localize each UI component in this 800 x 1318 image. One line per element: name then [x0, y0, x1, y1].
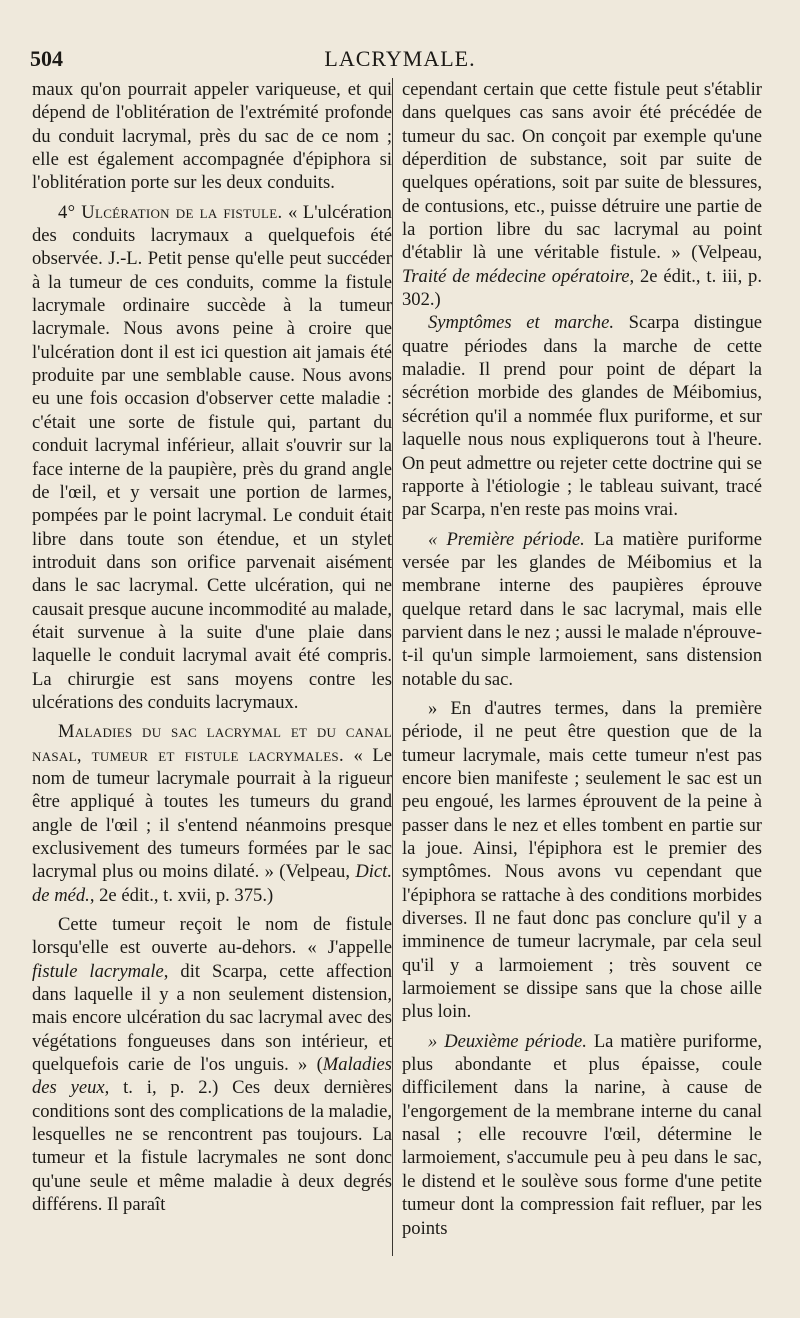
section-heading: « Première période. [428, 528, 585, 550]
left-column [32, 78, 392, 1217]
right-column [402, 78, 762, 1240]
paragraph: 4° Ulcération de la fistule. « L'ulcération des conduits lacrymaux a quelquefois été observée. J.-L. Petit pense qu'elle peut succéder à la tumeur de ces conduits, comme la fistule lacrymale ordinaire succède à la tumeur lacrymale. Nous avons peine à croire que l'ulcération dont il est ici question ait jamais été produite par une semblable cause. Nous avons eu une fois occasion d'observer cette maladie : c'était une sorte de fistule qui, partant du conduit lacrymal inférieur, allait s'ouvrir sur la face interne de la paupière, près du grand angle de l'œil, et y versait une portion de larmes, pompées par le point lacrymal. Le conduit était libre dans toute son étendue, et un stylet introduit dans son orifice parvenait aisément dans le sac lacrymal. Cette ulcération, qui ne causait presque aucune incommodité au malade, était survenue à la suite d'une plaie dans laquelle le conduit lacrymal avait été compris. La chirurgie est sans moyens contre les ulcérations des conduits lacrymaux. [32, 201, 392, 713]
term: fistule lacrymale [32, 960, 164, 982]
column-divider [392, 78, 393, 1256]
reference: Maladies des yeux [32, 1054, 392, 1099]
reference: Dict. de méd. [32, 861, 392, 906]
paragraph: cependant certain que cette fistule peut s'établir dans quelques cas sans avoir été précédée de tumeur du sac. On conçoit par exemple qu'une déperdition de substance, soit par suite de quelques opérations, soit par suite de blessures, de contusions, etc., puisse détruire une partie de la portion libre du sac lacrymal au point d'établir là une véritable fistule. » (Velpeau, Traité de médecine opératoire, 2e édit., t. iii, p. 302.) [402, 79, 762, 311]
running-title: LACRYMALE. [324, 46, 476, 71]
reference: Traité de médecine opératoire [402, 265, 630, 287]
section-heading: » Deuxième période. [428, 1030, 587, 1052]
paragraph: « Première période. La matière puriforme versée par les glandes de Méibomius et la membrane interne des paupières éprouve quelque retard dans le sac lacrymal, mais elle parvient dans le nez ; aussi le malade n'éprouve-t-il qu'un simple larmoiement, sans distension notable du sac. [402, 528, 762, 690]
page-number: 504 [30, 46, 63, 71]
paragraph: » Deuxième période. La matière puriforme, plus abondante et plus épaisse, coule difficilement dans la narine, à cause de l'engorgement de la membrane interne du canal nasal ; elle recouvre l'œil, détermine le larmoiement, s'accumule peu à peu dans le sac, le distend et le soulève sous forme d'une petite tumeur dont la compression fait refluer, par les points [402, 1030, 763, 1239]
paragraph: maux qu'on pourrait appeler variqueuse, et qui dépend de l'oblitération de l'extrémité profonde du conduit lacrymal, près du sac de ce nom ; elle est également accompagnée d'épiphora si l'oblitération porte sur les deux conduits. [32, 79, 392, 194]
paragraph: Cette tumeur reçoit le nom de fistule lorsqu'elle est ouverte au-dehors. « J'appelle fistule lacrymale, dit Scarpa, cette affection dans laquelle il y a non seulement distension, mais encore ulcération du sac lacrymal avec des végétations fongueuses dans son intérieur, et quelquefois carie de l'os unguis. » (Maladies des yeux, t. i, p. 2.) Ces deux dernières conditions sont des complications de la maladie, lesquelles ne se rencontrent pas toujours. La tumeur et la fistule lacrymales ne sont donc qu'une seule et même maladie à deux degrés différens. Il paraît [32, 914, 392, 1216]
section-heading: Symptômes et marche. [428, 312, 615, 334]
section-heading: 4° Ulcération de la fistule. [58, 201, 283, 223]
paragraph: » En d'autres termes, dans la première période, il ne peut être question que de la tumeur lacrymale, mais cette tumeur n'est pas encore bien manifeste ; seulement le sac est un peu engoué, les larmes éprouvent de la peine à passer dans le nez et elles tombent en partie sur la joue. Ainsi, l'épiphora est le premier des symptômes. Nous avons vu cependant que l'épiphora se rattache à des conditions morbides diverses. Il ne faut donc pas conclure qu'il y a imminence de tumeur lacrymale, par cela seul qu'il y a larmoiement ; très souvent ce larmoiement se dissipe sans que la chose aille plus loin. [402, 697, 762, 1023]
page-header [30, 46, 770, 80]
paragraph: Symptômes et marche. Scarpa distingue quatre périodes dans la marche de cette maladie. Il prend pour point de départ la sécrétion morbide des glandes de Méibomius, sécrétion qu'il a nommée flux puriforme, et sur laquelle nous nous expliquerons tout à l'heure. On peut admettre ou rejeter cette doctrine qui se rapporte à l'étiologie ; le tableau suivant, tracé par Scarpa, n'en reste pas moins vrai. [402, 312, 762, 521]
section-heading: Maladies du sac lacrymal et du canal nasal, tumeur et fistule lacrymales. [32, 721, 392, 766]
paragraph: Maladies du sac lacrymal et du canal nasal, tumeur et fistule lacrymales. « Le nom de tumeur lacrymale pourrait à la rigueur être appliqué à toutes les tumeurs du grand angle de l'œil ; il s'entend néanmoins presque exclusivement des tumeurs formées par le sac lacrymal plus ou moins dilaté. » (Velpeau, Dict. de méd., 2e édit., t. xvii, p. 375.) [32, 721, 392, 906]
